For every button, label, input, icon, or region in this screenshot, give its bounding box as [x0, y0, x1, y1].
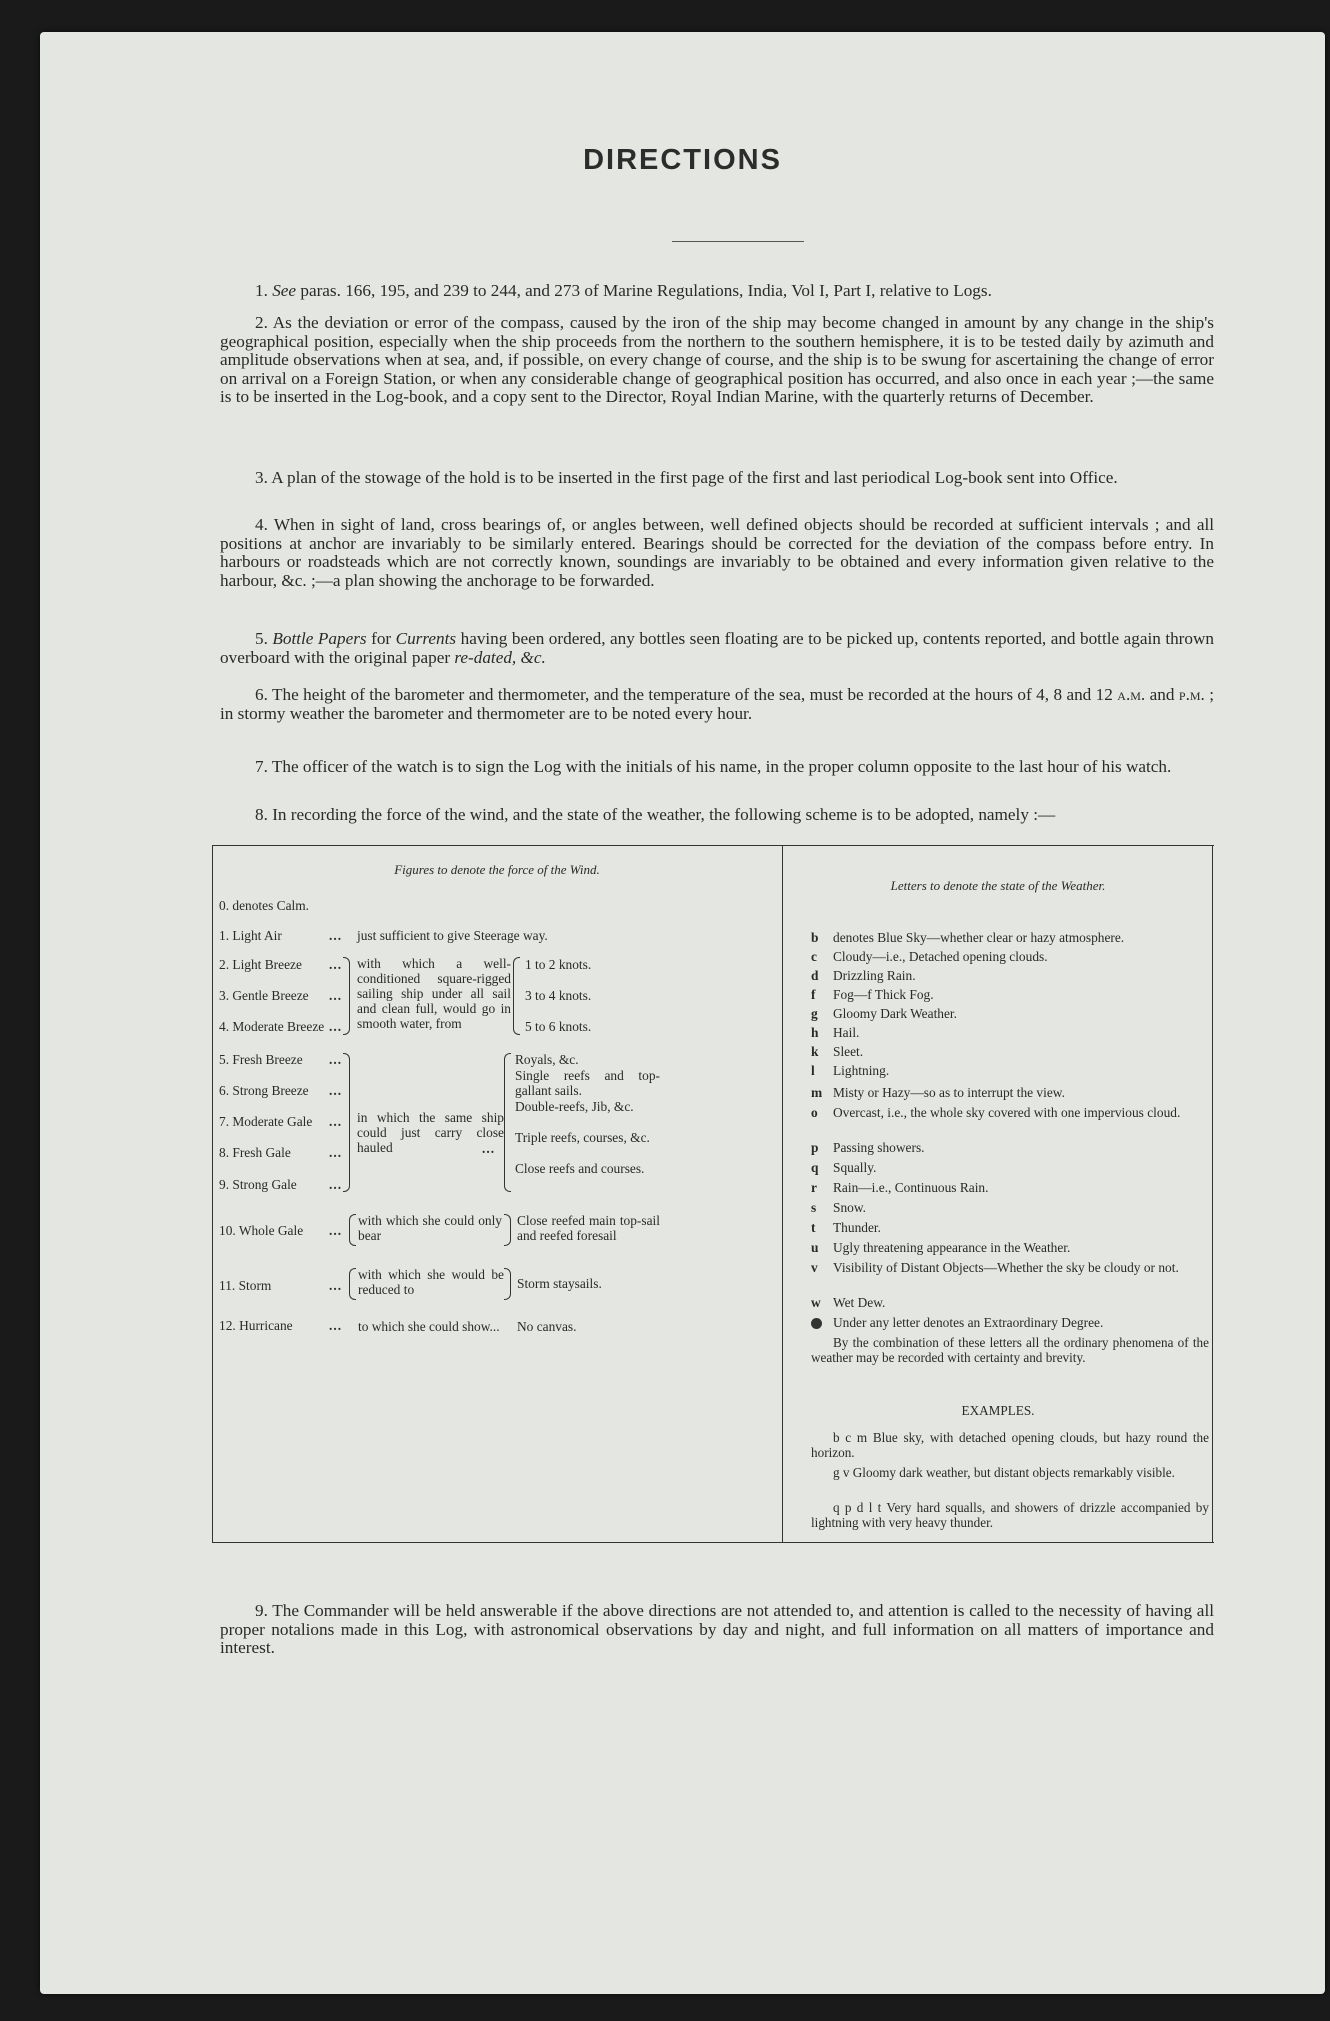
- title-divider: [672, 241, 804, 242]
- paragraph-5: [220, 630, 1214, 667]
- wind-row-3: 3. Gentle Breeze: [219, 988, 309, 1003]
- paragraph-6-am: a.m.: [1117, 685, 1146, 704]
- paragraph-5-currents: Currents: [395, 629, 457, 648]
- group1-speed-1: 1 to 2 knots.: [525, 957, 592, 972]
- leader-dots-5: ...: [329, 1052, 343, 1067]
- wind-row-1: 1. Light Air: [219, 928, 282, 943]
- weather-heading: Letters to denote the state of the Weather.: [890, 878, 1106, 893]
- weather-combination-note: By the combination of these letters all the ordinary phenomena of the weather may be recorded with certainty and brevity.: [811, 1335, 1209, 1365]
- group1-description: with which a well-conditioned square-rigged sailing ship under all sail and clean full, would go in smooth water, from: [357, 956, 511, 1031]
- hurricane-description: to which she could show...: [358, 1319, 500, 1334]
- leader-dots-3: ...: [329, 988, 343, 1003]
- wind-row-12: 12. Hurricane: [219, 1318, 293, 1333]
- whole-gale-sail: Close reefed main top-sail and reefed foresail: [517, 1213, 660, 1243]
- whole-gale-description: with which she could only bear: [358, 1213, 502, 1243]
- wind-row-8: 8. Fresh Gale: [219, 1145, 291, 1160]
- example-3: q p d l t Very hard squalls, and showers of drizzle accompanied by lightning with very heavy thunder.: [811, 1500, 1209, 1530]
- paragraph-6-and: and: [1149, 685, 1175, 704]
- example-2: g v Gloomy dark weather, but distant objects remarkably visible.: [833, 1465, 1175, 1480]
- examples-heading: EXAMPLES.: [961, 1403, 1035, 1418]
- wind-row-6: 6. Strong Breeze: [219, 1083, 309, 1098]
- wind-row-2: 2. Light Breeze: [219, 957, 302, 972]
- leader-dots-12: ...: [329, 1318, 343, 1333]
- paragraph-6: [220, 686, 1214, 723]
- paragraph-1-number: 1.: [255, 281, 268, 300]
- document-page: [40, 32, 1325, 1994]
- group2-sail-1: Royals, &c.: [515, 1052, 579, 1067]
- wind-row-0: 0. denotes Calm.: [219, 898, 310, 913]
- paragraph-5-for: for: [371, 629, 392, 648]
- paragraph-9: 9. The Commander will be held answerable if the above directions are not attended to, and attention is called to the necessity of having all proper notalions made in this Log, with astronomical observations by day and night, and full information on all matters of importance and interest.: [220, 1601, 1214, 1657]
- group1-speed-3: 5 to 6 knots.: [525, 1019, 592, 1034]
- group1-speed-2: 3 to 4 knots.: [525, 988, 592, 1003]
- paragraph-6-pm: p.m.: [1178, 685, 1205, 704]
- wind-row-11: 11. Storm: [219, 1278, 272, 1293]
- wind-row-9: 9. Strong Gale: [219, 1177, 297, 1192]
- leader-dots-11: ...: [329, 1278, 343, 1293]
- storm-sail: Storm staysails.: [517, 1276, 602, 1291]
- paragraph-4: 4. When in sight of land, cross bearings of, or angles between, well defined objects should be recorded at sufficient intervals ; and all positions at anchor are invariably to be similarly entered. Bearings should be corrected for the deviation of the compass before entry. In harbours or roadsteads which are not correctly known, soundings are invariably to be obtained and every information given relative to the harbour, &c. ;—a plan showing the anchorage to be forwarded.: [220, 515, 1214, 590]
- wind-row-7: 7. Moderate Gale: [219, 1114, 313, 1129]
- weather-letters-panel: b denotes Blue Sky—whether clear or hazy atmosphere. c Cloudy—i.e., Detached opening clouds. d Drizzling Rain. f Fog—f Thick Fog. g Gloomy Dark Weather. h Hail. k Sleet. l Lightning. m Misty or Hazy—so as to interrupt the view. o Overcast, i.e., the whole sky covered with one impervious cloud. p Passing showers. q Squally. r Rain—i.e., Continuous Rain. s Snow. t Thunder. u Ugly threatening appearance in the Weather. v Visibility of Distant Objects—Whether the sky be cloudy or not. w Wet Dew. Under any letter denotes an Extraordinary Degree. By the combination of these letters all the ordinary phenomena of the weather may be recorded with certainty and brevity. EXAMPLES. b c m Blue sky, with detached opening clouds, but hazy round the horizon. g v Gloomy dark weather, but distant objects remarkably visible. q p d l t Very hard squalls, and showers of drizzle accompanied by lightning with very heavy thunder.: [212, 845, 1214, 1543]
- paragraph-6-text-a: 6. The height of the barometer and thermometer, and the temperature of the sea, must be recorded at the hours of 4, 8 and 12: [255, 685, 1113, 704]
- paragraph-2: 2. As the deviation or error of the compass, caused by the iron of the ship may become changed in amount by any change in the ship's geographical position, especially when the ship proceeds from the northern to the southern hemisphere, it is to be tested daily by azimuth and amplitude observations when at sea, and, if possible, on every change of course, and the ship is to be swung for ascertaining the change of error on arrival on a Foreign Station, or when any considerable change of geographical position has occurred, and also once in each year ;—the same is to be inserted in the Log-book, and a copy sent to the Director, Royal Indian Marine, with the quarterly returns of December.: [220, 313, 1214, 406]
- paragraph-3: 3. A plan of the stowage of the hold is to be inserted in the first page of the first and last periodical Log-book sent into Office.: [255, 468, 1118, 487]
- paragraph-1-text: paras. 166, 195, and 239 to 244, and 273 of Marine Regulations, India, Vol I, Part I, relative to Logs.: [300, 281, 992, 300]
- leader-dots-1: ...: [329, 928, 343, 943]
- group2-description: in which the same ship could just carry close hauled: [357, 1110, 504, 1155]
- hurricane-sail: No canvas.: [517, 1319, 577, 1334]
- filled-circle-icon: [811, 1318, 822, 1329]
- leader-dots-9: ...: [329, 1177, 343, 1192]
- paragraph-8: 8. In recording the force of the wind, and the state of the weather, the following scheme is to be adopted, namely :—: [255, 805, 1056, 824]
- leader-dots-2: ...: [329, 957, 343, 972]
- leader-dots-10: ...: [329, 1223, 343, 1238]
- group2-dots: ...: [482, 1141, 496, 1156]
- storm-description: with which she would be reduced to: [358, 1267, 504, 1297]
- paragraph-1-see: See: [272, 281, 297, 300]
- group2-sail-4: Triple reefs, courses, &c.: [515, 1130, 650, 1145]
- paragraph-5-text: having been ordered, any bottles seen floating are to be picked up, contents reported, and bottle again thrown overboard with the original paper: [220, 629, 1215, 667]
- group2-sail-2: Single reefs and top-gallant sails.: [515, 1068, 660, 1098]
- leader-dots-7: ...: [329, 1114, 343, 1129]
- paragraph-5-bottle-papers: Bottle Papers: [272, 629, 367, 648]
- leader-dots-6: ...: [329, 1083, 343, 1098]
- example-1: b c m Blue sky, with detached opening clouds, but hazy round the horizon.: [811, 1430, 1209, 1460]
- wind-row-4: 4. Moderate Breeze: [219, 1019, 325, 1034]
- paragraph-5-redated: re-dated, &c.: [454, 647, 546, 667]
- paragraph-5-number: 5.: [255, 629, 268, 648]
- leader-dots-4: ...: [329, 1019, 343, 1034]
- leader-dots-8: ...: [329, 1145, 343, 1160]
- group2-sail-3: Double-reefs, Jib, &c.: [515, 1099, 634, 1114]
- paragraph-1: [220, 282, 1214, 301]
- wind-row-10: 10. Whole Gale: [219, 1223, 304, 1238]
- paragraph-7: 7. The officer of the watch is to sign the Log with the initials of his name, in the proper column opposite to the last hour of his watch.: [255, 757, 1172, 776]
- light-air-description: just sufficient to give Steerage way.: [357, 928, 548, 943]
- group2-sail-5: Close reefs and courses.: [515, 1161, 645, 1176]
- paragraph-6-text-b: ; in stormy weather the barometer and thermometer are to be noted every hour.: [220, 685, 1215, 723]
- wind-heading: Figures to denote the force of the Wind.: [394, 862, 600, 877]
- wind-row-5: 5. Fresh Breeze: [219, 1052, 303, 1067]
- page-title: DIRECTIONS: [583, 144, 782, 176]
